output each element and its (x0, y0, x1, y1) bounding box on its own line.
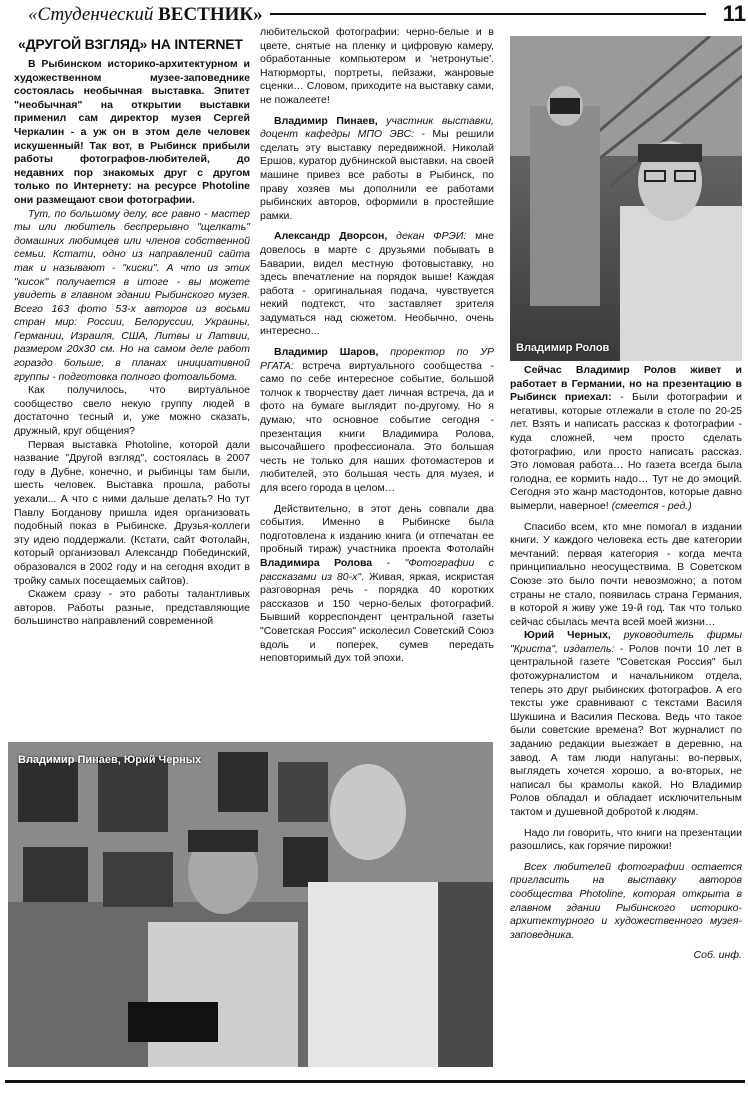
quote-dvorson (260, 230, 494, 339)
quote-text: мне довелось в марте с друзьями побывать в Баварии, видел местную фотовыставку, но здесь впечатление на порядок выше! Каждая работа - оригинальная подача, чувствуется некий подтекст, что заставляет зрителя задуматься над сюжетом. Необычно, очень интересно... (260, 230, 494, 338)
quote-text: - Мы решили сделать эту выставку передвижной. Николай Ершов, куратор дубнинской выставки, на своей машине привез все работы в Рыбинск, по праву хозяев мы дополнили ее работами рыбинских авторов, оформили в простейшие рамки. (260, 128, 494, 222)
article-column-2 (260, 26, 494, 666)
page-number: 11 (722, 1, 746, 26)
lead-paragraph: В Рыбинском историко-архитектурном и художественном музее-заповеднике состоялась необычная выставка. Эпитет "необычная" на открытии выставки применил сам директор музея Сергей Черкалин - а уж он в этом деле человек искушенный! Так вот, в Рыбинск прибыли работы фотографов-любителей, до недавних пор знакомых друг с другом только по Интернету: на ресурсе Photoline они размещают свои фотографии. (14, 58, 250, 206)
photo-image (8, 742, 493, 1067)
closing-invitation: Всех любителей фотографии остается пригласить на выставку авторов сообщества Photoline, которая открыта в главном здании Рыбинского историко-архитектурного и художественного музея-заповедника. (510, 860, 742, 941)
paragraph: Спасибо всем, кто мне помогал в издании книги. У каждого человека есть две категории мечтаний: первая категория - когда мечта принципиально неосуществима. В Советском Союзе это было почти невозможно; а потом страны не стало, появилась страна Германия, в которой я живу уже 19-й год. Так что только сейчас сбылась мечта всей моей жизни… (510, 520, 742, 628)
speaker-name: Александр Дворсон, (274, 230, 388, 243)
quote-chernykh (510, 629, 742, 819)
photo-caption: Владимир Пинаев, Юрий Черных (18, 754, 202, 766)
text-span: - (372, 556, 405, 569)
masthead-word-vestnik: ВЕСТНИК» (158, 4, 263, 25)
article-column-1 (14, 58, 250, 629)
footer-rule (5, 1080, 745, 1083)
book-title: "Фотографии с рассказами из 80-х" (260, 556, 494, 583)
quote-text: встреча виртуального сообщества - само по себе интересное событие, большой толчок к творчеству дает личная встреча, да и фото на бумаге выглядит по-другому. Но я думаю, что основное событие сегодня - презентация книги Владимира Ролова, высочайшего профессионала. Это большая честь не только для наших фотомастеров и любителей, это большая честь для музея, и для всего города в целом… (260, 359, 494, 494)
article-column-3 (510, 364, 742, 963)
paragraph: Как получилось, что виртуальное сообщество свело некую группу людей в достаточно тесный и, уже можно сказать, дружный, круг общения? (14, 384, 250, 438)
article-headline: «ДРУГОЙ ВЗГЛЯД» НА INTERNET (18, 36, 243, 52)
editor-note: (смеется - ред.) (608, 499, 692, 512)
masthead (28, 4, 273, 26)
header-rule (270, 13, 706, 15)
text-span: Действительно, в этот день совпали два события. Именно в Рыбинске была подготовлена к изданию книга (и отпечатан ее пробный тираж) участника проекта Фотолайн (260, 502, 494, 556)
speaker-role: руководитель фирмы "Криста", издатель: (510, 629, 742, 655)
quote-pinaev (260, 115, 494, 224)
speaker-name: Владимир Пинаев, (274, 114, 378, 127)
lead-in: Сейчас Владимир Ролов живет и работает в Германии, но на презентацию в Рыбинск приехал: (510, 364, 742, 404)
paragraph: Скажем сразу - это работы талантливых авторов. Работы разные, представляющие большинство направлений современной (14, 588, 250, 628)
speaker-role: декан ФРЭИ: (387, 230, 467, 243)
speaker-name: Юрий Черных, (524, 629, 611, 642)
paragraph: любительской фотографии: черно-белые и в цвете, снятые на пленку и цифровую камеру, обработанные компьютером и 'нетронутые'. Натюрморты, портреты, пейзажи, жанровые сценки… Словом, приходите на выставку сами, не пожалеете! (260, 26, 494, 106)
paragraph: Первая выставка Photoline, которой дали название "Другой взгляд", состоялась в 2007 году в Дубне, конечно, и рыбинцы там были, шесть человек. Выставка прошла, работы уехали... А что с ними дальше делать? Но тут Павлу Богданову пришла идея организовать подобный показ в Рыбинске. Друзья-коллеги эту идею поддержали. (Кстати, сайт Фотолайн, который организовал Александр Побединский, образовался в 2002 году и на сегодня входит в тройку самых посещаемых сайтов). (14, 438, 250, 587)
speaker-name: Владимир Шаров, (274, 346, 379, 359)
author-name: Владимира Ролова (260, 556, 373, 569)
paragraph: Надо ли говорить, что книги на презентации разошлись, как горячие пирожки! (510, 826, 742, 853)
quote-sharov (260, 346, 494, 496)
paragraph-rolov (510, 364, 742, 514)
quote-text: - Ролов почти 10 лет в центральной газете "Советская Россия" был фотожурналистом и начальником отдела, теперь это друг рыбинских фотографов. А его тексты уже сравнивают с текстами Василя Шукшина и Василия Пескова. Ведь что такое были советские времена? Вот журналист по заданию редакции выезжает в деревню, на завод. А там люди напуганы: во-первых, выглядеть хочется хорошо, а во-вторых, не написал бы крамолы какой. Но Владимир Ролов обладал и обладает исключительным тактом и душевной добротой к людям. (510, 642, 743, 818)
speaker-role: проректор по УР РГАТА: (260, 346, 495, 372)
signature: Соб. инф. (693, 949, 742, 962)
photo-caption: Владимир Ролов (516, 342, 610, 354)
photo-image (510, 36, 742, 361)
text-span: . Живая, яркая, искристая разговорная речь - порядка 40 коротких рассказов и 150 черно-белых фотографий. Бывший корреспондент центральной газеты "Советская Россия" исколесил Советский Союз вдоль и поперек, сумев передать неповторимый дух той эпохи. (260, 570, 494, 665)
masthead-word-studencheskiy: «Студенческий (28, 4, 154, 25)
quote-text: - Были фотографии и негативы, которые отлежали в столе по 20-25 лет. Взять и написать рассказ к фотографии - куда сложней, чем просто сделать фотографию, или просто написать рассказ. Это ломовая работа… Но газета всегда была голодна, ее кормить надо… Тут не до эмоций. Сегодня это жанр мастодонтов, которые давно вымерли, наверное! (510, 391, 742, 512)
photo-pinaev-chernykh (8, 742, 493, 1067)
paragraph: Тут, по большому делу, все равно - мастер ты или любитель беспрерывно "щелкать" домашних любимцев или членов собственной семьи. Кстати, одно из направлений сайта так и называют - "киски". А что из этих "кисок" получается в итоге - вы можете увидеть в главном здании Рыбинского музея. Всего 163 фото 53-х авторов из восьми стран мир: России, Белоруссии, Украины, Германии, Израиля, США, Литвы и Латвии, размером 20х30 см. Но на самом деле работ гораздо больше, в планах инициативной группы - подготовка полного фотоальбома. (14, 207, 250, 383)
speaker-role: участник выставки, доцент кафедры МПО ЭВС: (260, 114, 494, 141)
photo-vladimir-rolov (510, 36, 742, 361)
paragraph-book (260, 503, 494, 666)
